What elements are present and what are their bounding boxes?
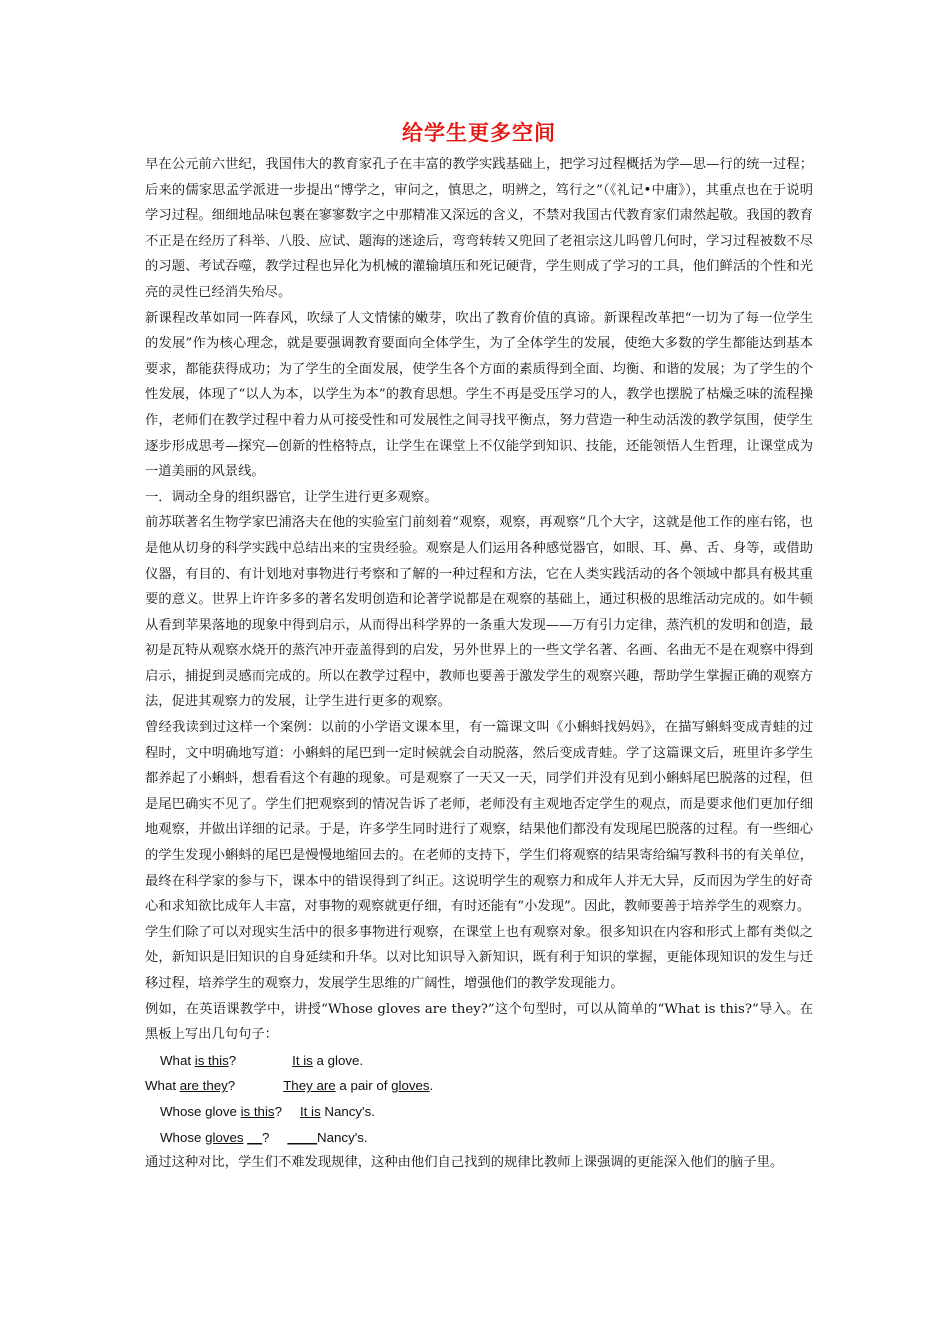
example-text: a pair of [335, 1078, 392, 1094]
example-text: ? [227, 1078, 236, 1094]
example-line-1 [145, 1048, 813, 1074]
example-text: Whose [160, 1129, 206, 1145]
example-text: What [160, 1052, 195, 1068]
example-underlined: It is [299, 1103, 321, 1119]
document-title: 给学生更多空间 [402, 121, 556, 145]
example-underlined: gloves [391, 1078, 430, 1094]
section-heading: 一．调动全身的组织器官，让学生进行更多观察。 [145, 489, 438, 505]
example-text: What [145, 1078, 180, 1094]
example-underlined: It is [292, 1052, 313, 1068]
example-underlined: gloves [205, 1129, 244, 1145]
paragraph-english-example: 例如，在英语课教学中，讲授“Whose gloves are they?”这个句型时，可以从简单的“What is this?”导入。在黑板上写出几句句子： [145, 1001, 813, 1043]
example-text: Nancy's. [317, 1129, 368, 1145]
paragraph-closing: 通过这种对比，学生们不难发现规律，这种由他们自己找到的规律比教师上课强调的更能深入他们的脑子里。 [145, 1155, 784, 1171]
example-blank: ____ [287, 1129, 318, 1145]
paragraph-classroom: 学生们除了可以对现实生活中的很多事物进行观察，在课堂上也有观察对象。很多知识在内容和形式上都有类似之处，新知识是旧知识的自身延续和升华。以对比知识导入新知识，既有利于知识的掌握，更能体现知识的发生与迁移过程，培养学生的观察力，发展学生思维的广阔性，增强他们的教学发现能力。 [145, 924, 813, 991]
example-line-3 [145, 1099, 813, 1125]
example-underlined: is this [240, 1103, 275, 1119]
example-text: a glove. [312, 1052, 364, 1068]
example-text: ? [228, 1052, 237, 1068]
paragraph-intro: 早在公元前六世纪，我国伟大的教育家孔子在丰富的教学实践基础上，把学习过程概括为学—思—行的统一过程；后来的儒家思孟学派进一步提出“博学之，审问之，慎思之，明辨之，笃行之”（《礼记•中庸》），其重点也在于说明学习过程。细细地品味包裹在寥寥数字之中那精准又深远的含义，不禁对我国古代教育家们肃然起敬。我国的教育不正是在经历了科举、八股、应试、题海的迷途后，弯弯转转又兜回了老祖宗这儿吗曾几何时，学习过程被数不尽的习题、考试吞噬，教学过程也异化为机械的灌输填压和死记硬背，学生则成了学习的工具，他们鲜活的个性和光亮的灵性已经消失殆尽。 [145, 157, 813, 300]
example-text: ? [262, 1129, 270, 1145]
example-line-4 [145, 1125, 813, 1151]
paragraph-tadpole-case: 曾经我读到过这样一个案例：以前的小学语文课本里，有一篇课文叫《小蝌蚪找妈妈》，在描写蝌蚪变成青蛙的过程时，文中明确地写道：小蝌蚪的尾巴到一定时候就会自动脱落，然后变成青蛙。学了这篇课文后，班里许多学生都养起了小蝌蚪，想看看这个有趣的现象。可是观察了一天又一天，同学们并没有见到小蝌蚪尾巴脱落的过程，但是尾巴确实不见了。学生们把观察到的情况告诉了老师，老师没有主观地否定学生的观点，而是要求他们更加仔细地观察，并做出详细的记录。于是，许多学生同时进行了观察，结果他们都没有发现尾巴脱落的过程。有一些细心的学生发现小蝌蚪的尾巴是慢慢地缩回去的。在老师的支持下，学生们将观察的结果寄给编写教科书的有关单位，最终在科学家的参与下，课本中的错误得到了纠正。这说明学生的观察力和成年人并无大异，反而因为学生的好奇心和求知欲比成年人丰富，对事物的观察就更仔细，有时还能有“小发现”。因此，教师要善于培养学生的观察力。 [145, 720, 813, 915]
example-text: ? [274, 1103, 282, 1119]
example-line-2 [145, 1073, 813, 1099]
example-text: Nancy's. [320, 1103, 375, 1119]
example-underlined: is this [194, 1052, 229, 1068]
paragraph-observation: 前苏联著名生物学家巴浦洛夫在他的实验室门前刻着“观察，观察，再观察”几个大字，这就是他工作的座右铭，也是他从切身的科学实践中总结出来的宝贵经验。观察是人们运用各种感觉器官，如眼、耳、鼻、舌、身等，或借助仪器，有目的、有计划地对事物进行考察和了解的一种过程和方法，它在人类实践活动的各个领域中都具有极其重要的意义。世界上许许多多的著名发明创造和论著学说都是在观察的基础上，通过积极的思维活动完成的。如牛顿从看到苹果落地的现象中得到启示，从而得出科学界的一条重大发现——万有引力定律，蒸汽机的发明和创造，最初是瓦特从观察水烧开的蒸汽冲开壶盖得到的启发，另外世界上的一些文学名著、名画、名曲无不是在观察中得到启示，捕捉到灵感而完成的。所以在教学过程中，教师也要善于激发学生的观察兴趣，帮助学生掌握正确的观察方法，促进其观察力的发展，让学生进行更多的观察。 [145, 515, 813, 710]
example-underlined: are they [179, 1078, 228, 1094]
example-text: Whose glove [160, 1103, 241, 1119]
example-underlined: They are [283, 1078, 336, 1094]
paragraph-reform: 新课程改革如同一阵春风，吹绿了人文情愫的嫩芽，吹出了教育价值的真谛。新课程改革把“一切为了每一位学生的发展”作为核心理念，就是要强调教育要面向全体学生，为了全体学生的发展，使绝大多数的学生都能达到基本要求，都能获得成功；为了学生的全面发展，使学生各个方面的素质得到全面、均衡、和谐的发展；为了学生的个性发展，体现了“以人为本，以学生为本”的教育思想。学生不再是受压学习的人，教学也摆脱了枯燥乏味的流程操作，老师们在教学过程中着力从可接受性和可发展性之间寻找平衡点，努力营造一种生动活泼的教学氛围，使学生逐步形成思考—探究—创新的性格特点，让学生在课堂上不仅能学到知识、技能，还能领悟人生哲理，让课堂成为一道美丽的风景线。 [145, 310, 813, 480]
example-blank: __ [247, 1129, 263, 1145]
example-text: . [429, 1078, 434, 1094]
